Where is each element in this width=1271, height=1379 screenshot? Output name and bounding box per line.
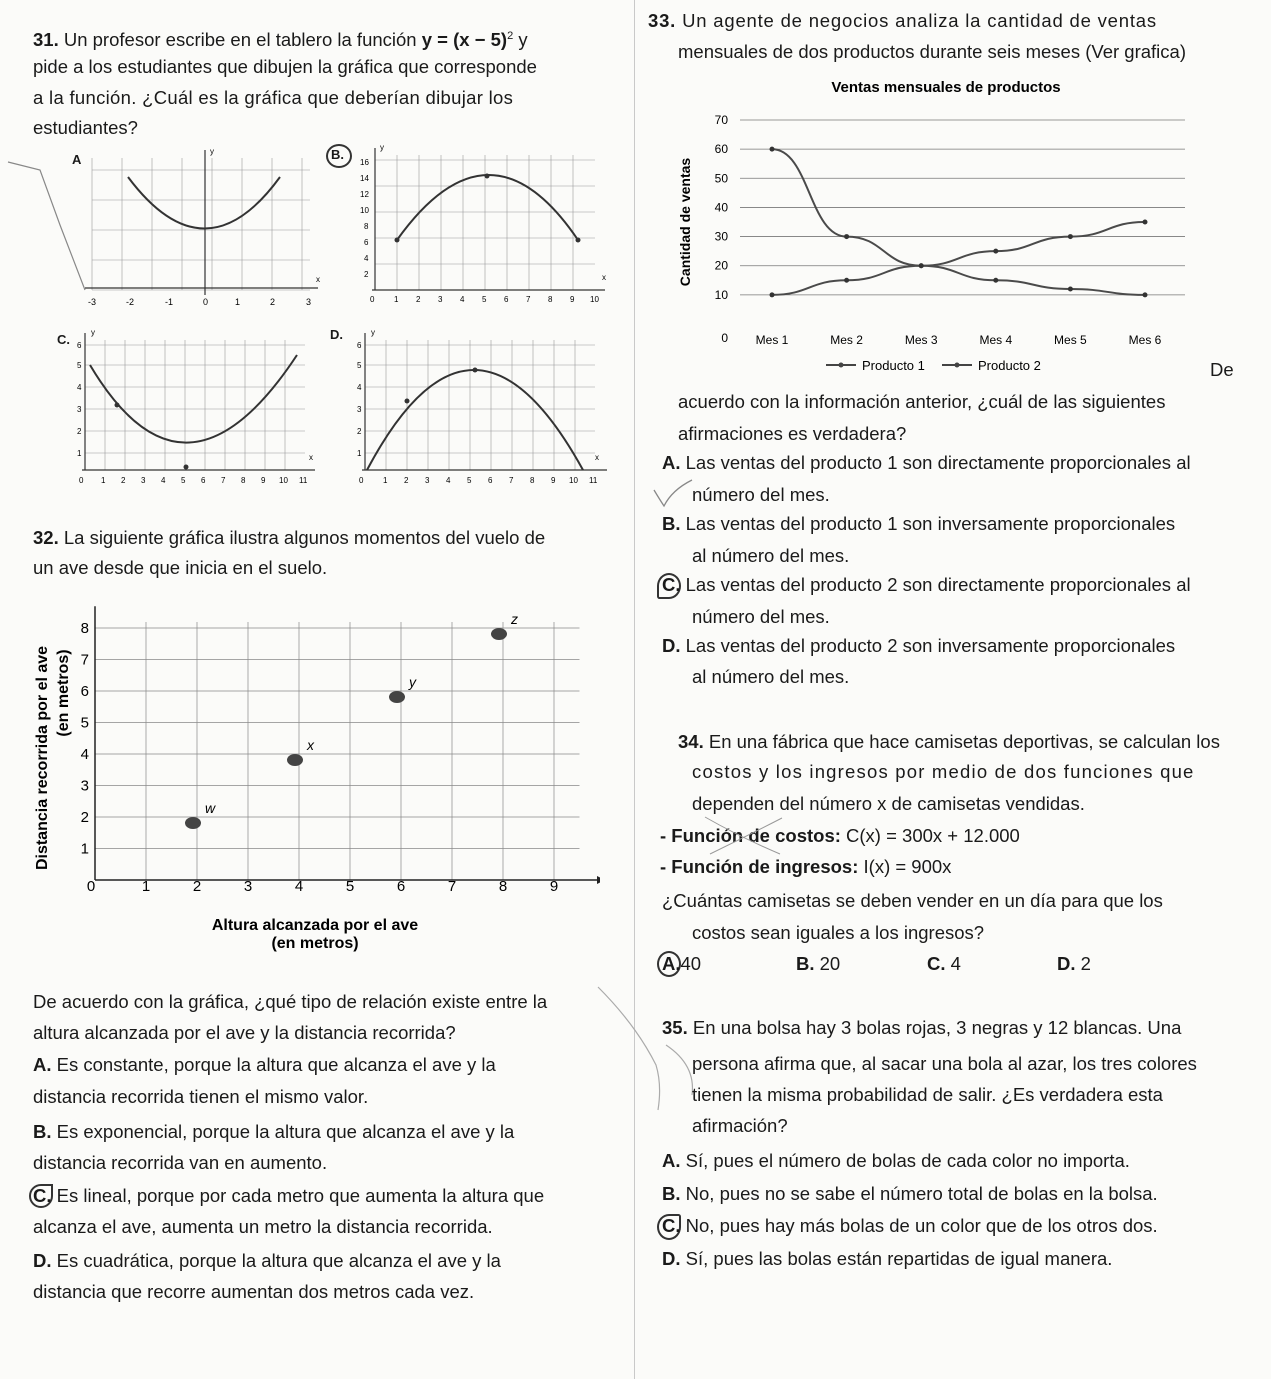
bird-point-y	[389, 691, 405, 703]
legend-producto-2: Producto 2	[978, 358, 1041, 373]
q33-line1: 33. Un agente de negocios analiza la cantidad de ventas	[648, 10, 1157, 31]
q32-option-c-line2: alcanza el ave, aumenta un metro la distancia recorrida.	[33, 1216, 493, 1237]
bird-xtick: 2	[192, 878, 202, 895]
q33-line3: acuerdo con la información anterior, ¿cuál de las siguientes	[678, 391, 1166, 412]
q34-income-function: - Función de ingresos: I(x) = 900x	[660, 856, 952, 877]
svg-text:7: 7	[509, 476, 514, 485]
q33-option-d-line2: al número del mes.	[692, 666, 850, 687]
svg-text:5: 5	[467, 476, 472, 485]
svg-text:y: y	[91, 328, 95, 337]
q35-line2: persona afirma que, al sacar una bola al azar, los tres colores	[692, 1053, 1197, 1074]
sales-ytick: 30	[714, 229, 728, 244]
q31-graph-b	[350, 140, 620, 310]
svg-text:1: 1	[235, 297, 241, 307]
svg-text:2: 2	[416, 295, 421, 304]
bird-xtick: 5	[345, 878, 355, 895]
svg-text:2: 2	[364, 270, 369, 279]
bird-xtick: 9	[549, 878, 559, 895]
bird-ytick: 6	[80, 683, 89, 700]
svg-text:2: 2	[357, 427, 362, 436]
bird-flight-chart	[30, 598, 600, 958]
q33-option-b[interactable]: B. Las ventas del producto 1 son inversamente proporcionales	[662, 513, 1176, 534]
bird-xtick: 0	[86, 878, 96, 895]
svg-text:10: 10	[569, 476, 578, 485]
legend-producto-1: Producto 1	[862, 358, 925, 373]
sales-point-2	[1143, 220, 1148, 225]
sales-ytick: 20	[714, 258, 728, 273]
svg-text:6: 6	[77, 341, 82, 350]
svg-text:x: x	[595, 453, 599, 462]
sales-point-2	[919, 263, 924, 268]
q35-option-b[interactable]: B. No, pues no se sabe el número total de bolas en la bolsa.	[662, 1183, 1158, 1204]
q32-option-a[interactable]: A. Es constante, porque la altura que alcanza el ave y la	[33, 1054, 496, 1075]
q32-intro-line2: un ave desde que inicia en el suelo.	[33, 557, 328, 578]
q33-de: De	[1210, 359, 1234, 380]
q32-intro-line1: 32. La siguiente gráfica ilustra algunos momentos del vuelo de	[33, 527, 546, 548]
bird-chart-points	[185, 611, 518, 829]
sales-chart-grid	[740, 120, 1185, 295]
svg-text:9: 9	[551, 476, 556, 485]
q34-option-c[interactable]: C. 4	[927, 953, 961, 974]
svg-text:6: 6	[201, 476, 206, 485]
svg-text:8: 8	[530, 476, 535, 485]
q33-option-c-line2: número del mes.	[692, 606, 830, 627]
q31-graph-d	[345, 325, 615, 495]
svg-text:2: 2	[404, 476, 409, 485]
q33-line2: mensuales de dos productos durante seis meses (Ver grafica)	[678, 41, 1186, 62]
svg-text:-3: -3	[88, 297, 97, 307]
svg-text:5: 5	[482, 295, 487, 304]
q34-option-d[interactable]: D. 2	[1057, 953, 1091, 974]
q31-option-b-label: B.	[331, 147, 344, 162]
q33-option-d[interactable]: D. Las ventas del producto 2 son inversamente proporcionales	[662, 635, 1176, 656]
bird-point-x	[287, 754, 303, 766]
q33-option-b-line2: al número del mes.	[692, 545, 850, 566]
q33-option-a-line2: número del mes.	[692, 484, 830, 505]
bird-point-label-x: x	[307, 737, 314, 753]
q31-line4: estudiantes?	[33, 117, 138, 138]
svg-text:1: 1	[77, 449, 82, 458]
bird-ytick: 4	[80, 746, 89, 763]
bird-chart-ylabel: Distancia recorrida por el ave	[34, 645, 51, 871]
bird-chart-axes	[95, 606, 600, 884]
svg-text:14: 14	[360, 174, 369, 183]
sales-chart-title: Ventas mensuales de productos	[831, 79, 1061, 96]
svg-text:1: 1	[394, 295, 399, 304]
svg-text:3: 3	[141, 476, 146, 485]
svg-text:1: 1	[383, 476, 388, 485]
svg-text:3: 3	[77, 405, 82, 414]
bird-ytick: 3	[80, 777, 89, 795]
q34-line1: 34. En una fábrica que hace camisetas deportivas, se calculan los	[678, 731, 1220, 752]
bird-point-w	[185, 817, 201, 829]
pencil-scribble	[8, 162, 85, 290]
sales-point-1	[770, 147, 775, 152]
q34-line3: dependen del número x de camisetas vendidas.	[692, 793, 1085, 814]
svg-text:2: 2	[121, 476, 126, 485]
bird-point-label-w: w	[205, 800, 216, 816]
sales-ytick: 60	[714, 142, 728, 157]
sales-point-1	[1143, 292, 1148, 297]
svg-text:4: 4	[77, 383, 82, 392]
svg-text:0: 0	[79, 476, 84, 485]
sales-xtick: Mes 1	[755, 333, 789, 347]
q35-line4: afirmación?	[692, 1115, 788, 1136]
sales-point-2	[1068, 234, 1073, 239]
svg-text:16: 16	[360, 158, 369, 167]
sales-xtick: Mes 4	[979, 333, 1013, 347]
sales-ytick: 40	[714, 200, 728, 215]
column-divider	[634, 0, 635, 1379]
svg-text:7: 7	[221, 476, 226, 485]
bird-xtick: 4	[294, 878, 304, 895]
sales-point-2	[770, 292, 775, 297]
bird-ytick: 8	[80, 620, 89, 637]
bird-xtick: 8	[498, 878, 508, 895]
sales-ytick: 10	[714, 287, 728, 302]
svg-text:0: 0	[370, 295, 375, 304]
svg-text:x: x	[309, 453, 313, 462]
q32-option-d-line2: distancia que recorre aumentan dos metros cada vez.	[33, 1281, 475, 1302]
q34-question-line1: ¿Cuántas camisetas se deben vender en un día para que los	[662, 890, 1163, 911]
q35-option-c[interactable]: C. No, pues hay más bolas de un color que de los otros dos.	[662, 1215, 1158, 1236]
bird-xtick: 3	[243, 878, 253, 895]
q33-option-c[interactable]: C. Las ventas del producto 2 son directamente proporcionales al	[662, 574, 1191, 595]
svg-text:7: 7	[526, 295, 531, 304]
svg-text:y: y	[380, 143, 384, 152]
svg-text:8: 8	[548, 295, 553, 304]
bird-chart-ylabel2: (en metros)	[55, 649, 72, 737]
svg-text:9: 9	[570, 295, 575, 304]
svg-text:2: 2	[77, 427, 82, 436]
sales-line-1	[772, 149, 1145, 295]
svg-text:6: 6	[504, 295, 509, 304]
svg-text:4: 4	[460, 295, 465, 304]
svg-text:4: 4	[357, 383, 362, 392]
svg-text:1: 1	[101, 476, 106, 485]
svg-text:-2: -2	[126, 297, 135, 307]
bird-point-z	[491, 628, 507, 640]
svg-text:10: 10	[360, 206, 369, 215]
sales-xtick: Mes 6	[1128, 333, 1162, 347]
q32-option-a-line2: distancia recorrida tienen el mismo valor.	[33, 1086, 369, 1107]
sales-chart-ticks	[715, 113, 1162, 347]
svg-text:2: 2	[270, 297, 276, 307]
svg-text:11: 11	[299, 476, 308, 485]
sales-chart-ylabel: Cantidad de ventas	[677, 157, 693, 287]
svg-text:x: x	[316, 275, 320, 284]
bird-point-label-z: z	[511, 611, 518, 627]
sales-xtick: Mes 5	[1054, 333, 1087, 347]
bird-chart-xlabel2: (en metros)	[271, 935, 359, 952]
bird-chart-xlabel: Altura alcanzada por el ave	[211, 917, 419, 934]
q32-option-b[interactable]: B. Es exponencial, porque la altura que alcanza el ave y la	[33, 1121, 515, 1142]
q34-line2: costos y los ingresos por medio de dos funciones que	[692, 761, 1195, 782]
q31-option-c-label: C.	[57, 332, 70, 347]
bird-xtick: 7	[447, 878, 457, 895]
q34-question-line2: costos sean iguales a los ingresos?	[692, 922, 985, 943]
q35-line3: tienen la misma probabilidad de salir. ¿Es verdadera esta	[692, 1084, 1163, 1105]
q31-line2: pide a los estudiantes que dibujen la gráfica que corresponde	[33, 56, 537, 77]
q35-option-a[interactable]: A. Sí, pues el número de bolas de cada color no importa.	[662, 1150, 1130, 1171]
bird-x-arrow	[597, 876, 600, 884]
q35-option-d[interactable]: D. Sí, pues las bolas están repartidas de igual manera.	[662, 1248, 1113, 1269]
sales-point-1	[1068, 287, 1073, 292]
sales-chart-legend	[826, 358, 1041, 373]
svg-text:0: 0	[359, 476, 364, 485]
bird-chart-grid	[95, 622, 580, 880]
svg-text:3: 3	[357, 405, 362, 414]
svg-text:8: 8	[241, 476, 246, 485]
svg-text:12: 12	[360, 190, 369, 199]
q32-option-c[interactable]: C. Es lineal, porque por cada metro que aumenta la altura que	[33, 1185, 545, 1206]
svg-text:3: 3	[438, 295, 443, 304]
svg-text:y: y	[371, 328, 375, 337]
bird-ytick: 5	[80, 714, 89, 732]
svg-text:4: 4	[161, 476, 166, 485]
bird-xtick: 1	[141, 878, 151, 895]
q31-graph-a-curve	[128, 177, 280, 229]
bird-ytick: 2	[80, 809, 89, 826]
bird-xtick: 6	[396, 878, 406, 895]
svg-text:-1: -1	[165, 297, 174, 307]
q31-graph-a	[0, 140, 330, 320]
svg-text:3: 3	[306, 297, 312, 307]
svg-text:6: 6	[357, 341, 362, 350]
sales-ytick: 70	[714, 113, 728, 127]
bird-point-label-y: y	[409, 674, 416, 690]
svg-text:6: 6	[488, 476, 493, 485]
bird-chart-ticks	[81, 620, 559, 895]
q32-option-b-line2: distancia recorrida van en aumento.	[33, 1152, 328, 1173]
sales-xtick: Mes 2	[830, 333, 863, 347]
pencil-cross-mark	[700, 812, 790, 857]
q31-line1: 31. Un profesor escribe en el tablero la función $y = (x - 5)^2$ y	[33, 29, 528, 51]
svg-text:1: 1	[357, 449, 362, 458]
svg-text:5: 5	[357, 361, 362, 370]
svg-text:6: 6	[364, 238, 369, 247]
q33-option-a[interactable]: A. Las ventas del producto 1 son directamente proporcionales al	[662, 452, 1191, 473]
q31-option-a-label: A	[72, 152, 82, 167]
sales-point-1	[844, 234, 849, 239]
sales-point-1	[993, 278, 998, 283]
sales-chart-series	[770, 147, 1148, 298]
svg-text:y: y	[210, 147, 214, 156]
svg-text:10: 10	[590, 295, 599, 304]
bird-ytick: 7	[80, 651, 89, 669]
svg-text:11: 11	[589, 476, 598, 485]
sales-point-2	[844, 278, 849, 283]
q32-option-d[interactable]: D. Es cuadrática, porque la altura que alcanza el ave y la	[33, 1250, 501, 1271]
sales-ytick: 50	[714, 171, 728, 186]
svg-text:10: 10	[279, 476, 288, 485]
bird-ytick: 1	[80, 840, 89, 858]
q32-question-line1: De acuerdo con la gráfica, ¿qué tipo de relación existe entre la	[33, 991, 548, 1012]
q34-option-a[interactable]: A.40	[662, 953, 702, 974]
svg-text:0: 0	[203, 297, 209, 307]
q34-cost-function: - Función de costos: C(x) = 300x + 12.000	[660, 825, 1020, 846]
q31-graph-c-curve	[90, 355, 297, 443]
svg-text:3: 3	[425, 476, 430, 485]
sales-point-2	[993, 249, 998, 254]
svg-text:4: 4	[364, 254, 369, 263]
svg-text:4: 4	[446, 476, 451, 485]
sales-line-2	[772, 222, 1145, 295]
svg-text:x: x	[602, 273, 606, 282]
sales-chart	[660, 72, 1200, 382]
q33-line4: afirmaciones es verdadera?	[678, 423, 907, 444]
q32-question-line2: altura alcanzada por el ave y la distancia recorrida?	[33, 1022, 456, 1043]
svg-text:8: 8	[364, 222, 369, 231]
svg-text:9: 9	[261, 476, 266, 485]
svg-text:5: 5	[77, 361, 82, 370]
sales-xtick: Mes 3	[904, 333, 938, 347]
q35-line1: 35. En una bolsa hay 3 bolas rojas, 3 negras y 12 blancas. Una	[662, 1017, 1182, 1038]
q31-option-d-label: D.	[330, 327, 343, 342]
q31-graph-c	[65, 325, 330, 495]
q31-line3: a la función. ¿Cuál es la gráfica que deberían dibujar los	[33, 87, 514, 108]
q34-option-b[interactable]: B. 20	[796, 953, 841, 974]
sales-ytick: 0	[721, 331, 728, 345]
q31-graph-d-curve	[367, 370, 583, 470]
svg-text:5: 5	[181, 476, 186, 485]
